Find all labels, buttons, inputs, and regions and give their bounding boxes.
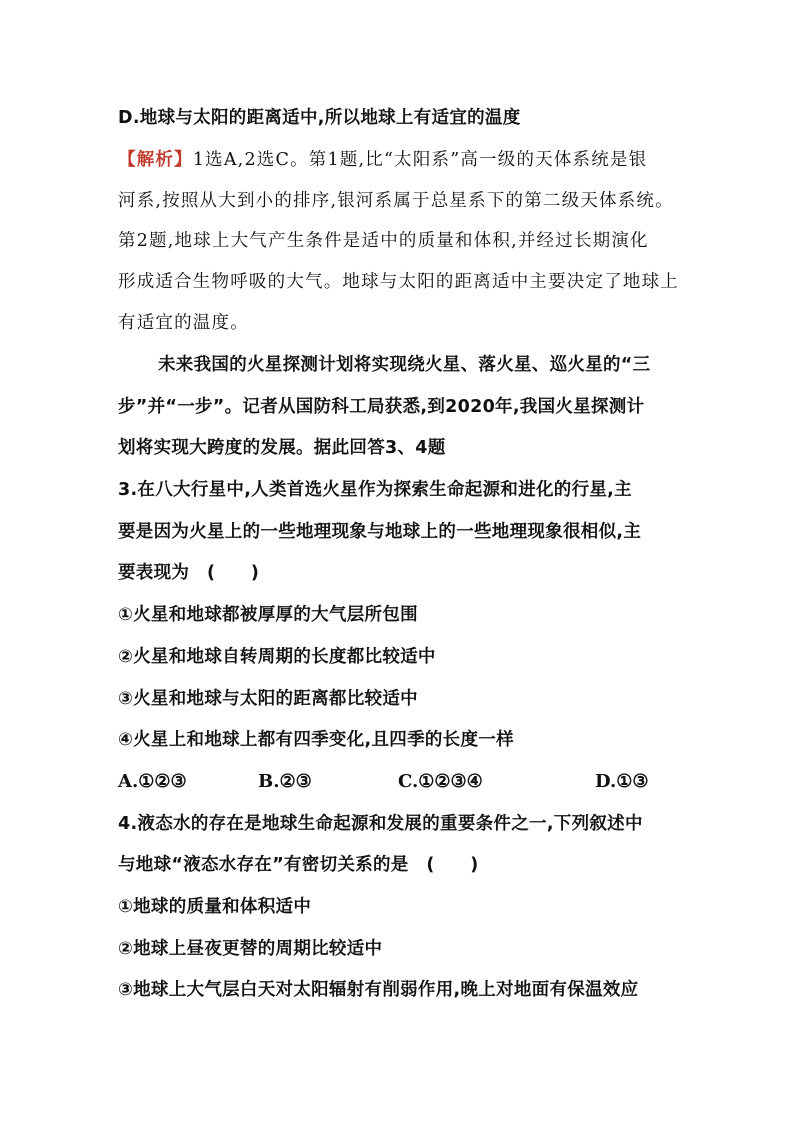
analysis-line-2: 河系,按照从大到小的排序,银河系属于总星系下的第二级天体系统。 bbox=[118, 191, 674, 211]
analysis-line-3: 第2题,地球上大气产生条件是适中的质量和体积,并经过长期演化 bbox=[118, 231, 649, 251]
question-3-item-2: ②火星和地球自转周期的长度都比较适中 bbox=[118, 647, 436, 667]
analysis-text-1: 1选A,2选C。第1题,比“太阳系”高一级的天体系统是银 bbox=[192, 150, 648, 170]
question-3-line-2: 要是因为火星上的一些地理现象与地球上的一些地理现象很相似,主 bbox=[118, 522, 642, 542]
analysis-line-1 bbox=[118, 148, 647, 172]
question-3-option-c: C.①②③④ bbox=[398, 771, 483, 792]
question-3-option-a: A.①②③ bbox=[118, 771, 187, 792]
question-3-line-1: 3.在八大行星中,人类首选火星作为探索生命起源和进化的行星,主 bbox=[118, 480, 632, 500]
analysis-tag: 【解析】 bbox=[118, 150, 193, 170]
question-4-item-1: ①地球的质量和体积适中 bbox=[118, 897, 312, 917]
passage-line-1: 未来我国的火星探测计划将实现绕火星、落火星、巡火星的“三 bbox=[158, 355, 651, 375]
passage-line-2: 步”并“一步”。记者从国防科工局获悉,到2020年,我国火星探测计 bbox=[118, 397, 645, 417]
question-4-line-1: 4.液态水的存在是地球生命起源和发展的重要条件之一,下列叙述中 bbox=[118, 814, 643, 834]
passage-line-3: 划将实现大跨度的发展。据此回答3、4题 bbox=[118, 438, 446, 458]
question-3-item-3: ③火星和地球与太阳的距离都比较适中 bbox=[118, 689, 418, 709]
analysis-line-4: 形成适合生物呼吸的大气。地球与太阳的距离适中主要决定了地球上 bbox=[118, 272, 679, 292]
question-3-item-4: ④火星上和地球上都有四季变化,且四季的长度一样 bbox=[118, 730, 514, 750]
analysis-line-5: 有适宜的温度。 bbox=[118, 313, 249, 333]
question-3-item-1: ①火星和地球都被厚厚的大气层所包围 bbox=[118, 605, 418, 625]
previous-option-d: D.地球与太阳的距离适中,所以地球上有适宜的温度 bbox=[118, 108, 521, 128]
question-4-item-3: ③地球上大气层白天对太阳辐射有削弱作用,晚上对地面有保温效应 bbox=[118, 980, 639, 1000]
question-4-item-2: ②地球上昼夜更替的周期比较适中 bbox=[118, 939, 383, 959]
question-3-option-d: D.①③ bbox=[595, 771, 649, 792]
question-4-line-2: 与地球“液态水存在”有密切关系的是 ( ) bbox=[118, 855, 479, 875]
question-3-line-3: 要表现为 ( ) bbox=[118, 563, 260, 583]
question-3-option-b: B.②③ bbox=[258, 771, 312, 792]
